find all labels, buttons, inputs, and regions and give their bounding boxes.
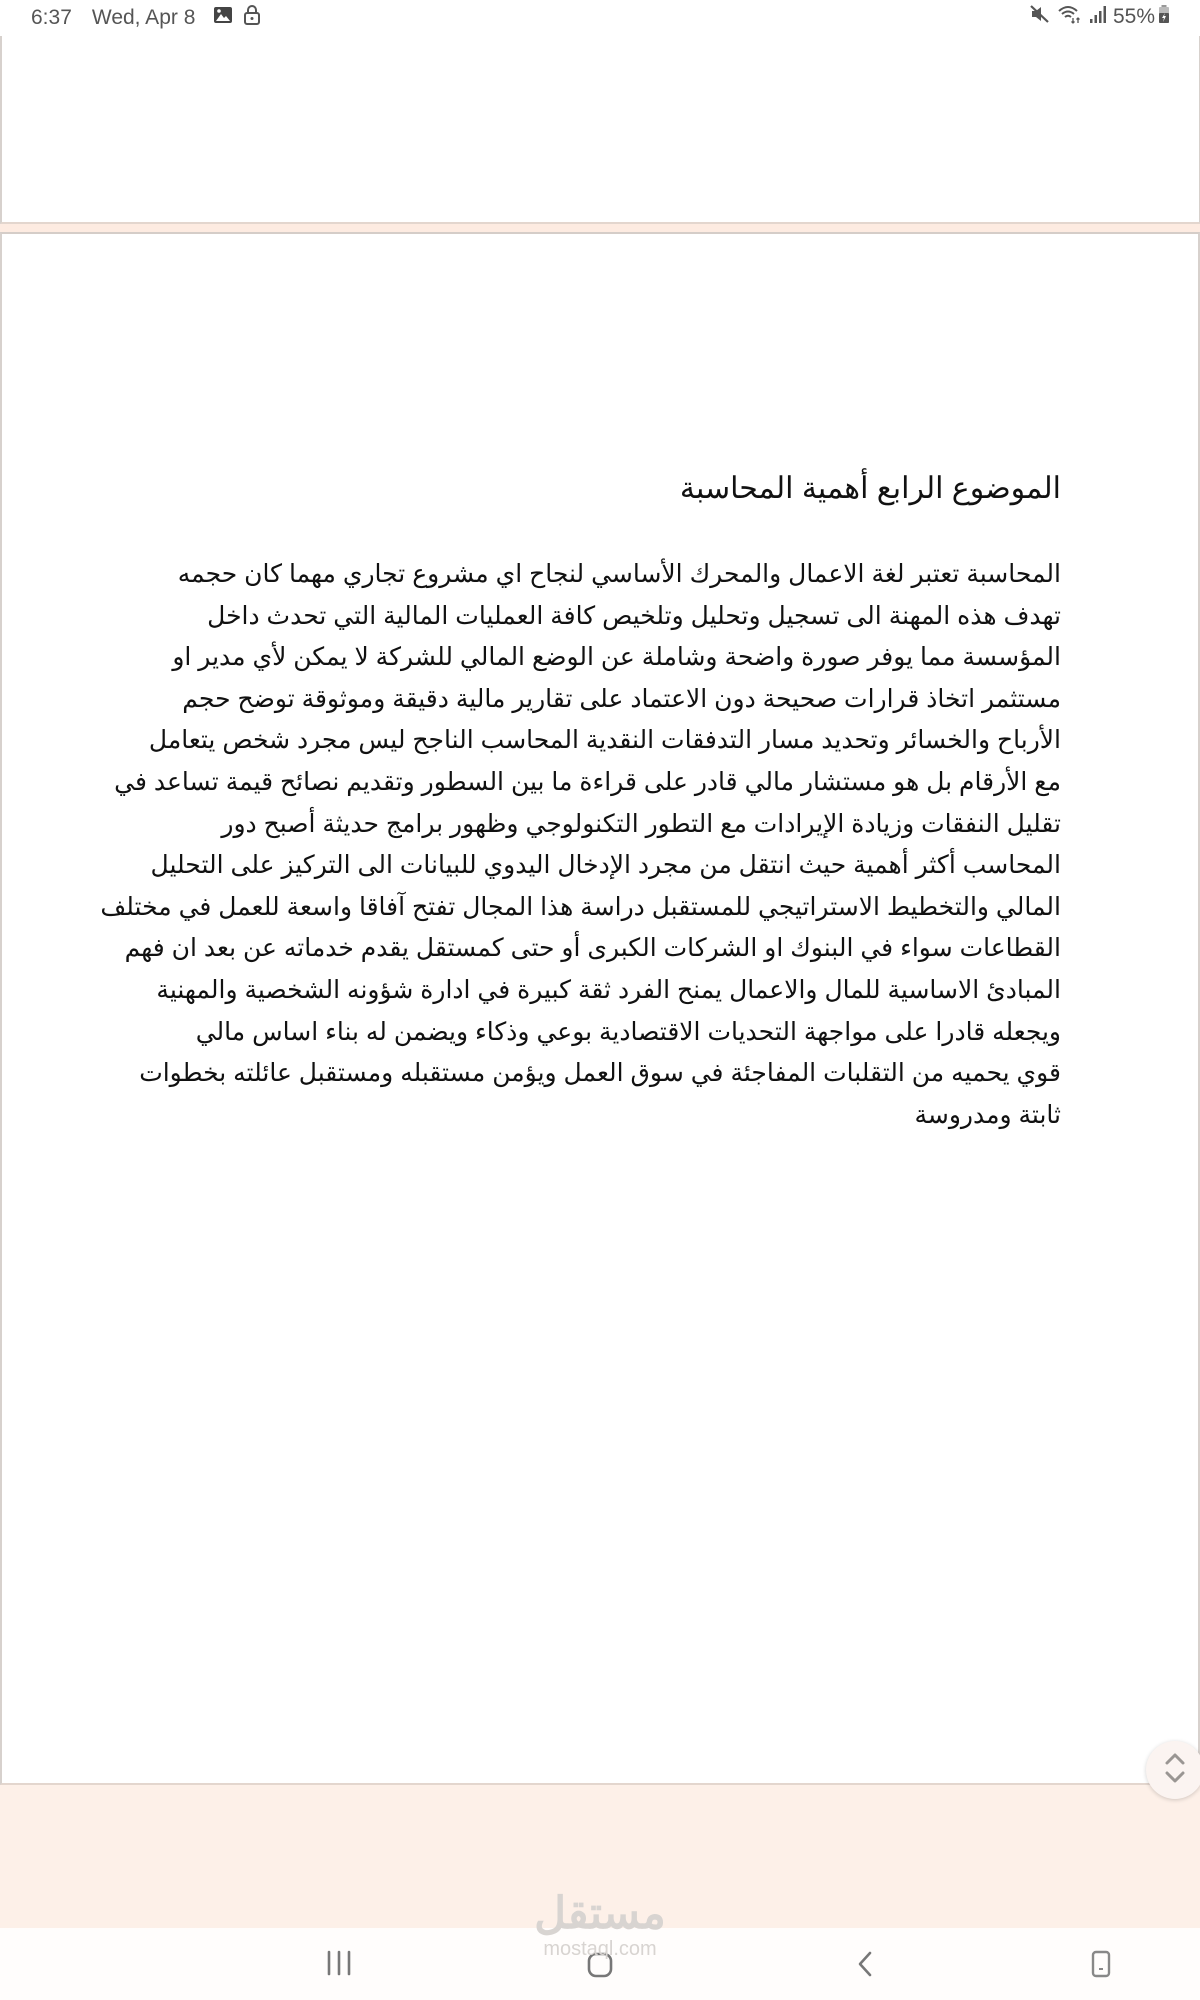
watermark <box>500 1890 700 1960</box>
watermark-domain: mostaql.com <box>543 1938 657 1960</box>
body-line: مستثمر اتخاذ قرارات صحيحة دون الاعتماد على تقارير مالية دقيقة وموثوقة توضح حجم <box>182 684 1061 713</box>
body-line: ويجعله قادرا على مواجهة التحديات الاقتصادية بوعي وذكاء ويضمن له بناء اساس مالي <box>195 1017 1061 1046</box>
lock-icon <box>243 4 261 32</box>
status-bar-left <box>31 4 271 32</box>
phone-rotate-icon <box>1090 1950 1112 1983</box>
battery-percent: 55% <box>1112 5 1155 28</box>
back-button[interactable] <box>855 1950 875 1983</box>
mute-icon <box>1029 4 1051 30</box>
body-line: قوي يحميه من التقلبات المفاجئة في سوق العمل ويؤمن مستقبله ومستقبل عائلته بخطوات <box>139 1059 1061 1088</box>
wifi-icon <box>1057 4 1083 30</box>
body-line: تهدف هذه المهنة الى تسجيل وتحليل وتلخيص كافة العمليات المالية التي تحدث داخل <box>207 601 1061 630</box>
image-icon <box>213 5 233 31</box>
battery-charging-icon <box>1158 4 1170 30</box>
watermark-logo-arabic: مستقل <box>534 1889 666 1938</box>
status-bar <box>0 0 1200 36</box>
recent-apps-button[interactable] <box>325 1950 353 1981</box>
body-line: ثابتة ومدروسة <box>914 1100 1061 1129</box>
status-date: Wed, Apr 8 <box>91 6 196 29</box>
body-line: تقليل النفقات وزيادة الإيرادات مع التطور التكنولوجي وظهور برامج حديثة أصبح دور <box>221 809 1061 838</box>
body-line: القطاعات سواء في البنوك او الشركات الكبرى أو حتى كمستقل يقدم خدماته عن بعد ان فهم <box>124 934 1061 963</box>
body-line: المؤسسة مما يوفر صورة واضحة وشاملة عن الوضع المالي للشركة لا يمكن لأي مدير او <box>172 643 1061 672</box>
scroll-button[interactable] <box>1146 1741 1200 1799</box>
status-bar-right <box>1029 4 1176 30</box>
signal-icon <box>1089 4 1107 30</box>
body-line: الأرباح والخسائر وتحديد مسار التدفقات النقدية المحاسب الناجح ليس مجرد شخص يتعامل <box>148 726 1061 755</box>
back-icon <box>855 1950 875 1983</box>
body-line: المبادئ الاساسية للمال والاعمال يمنح الفرد ثقة كبيرة في ادارة شؤونه الشخصية والمهنية <box>156 975 1061 1004</box>
body-line: المالي والتخطيط الاستراتيجي للمستقبل دراسة هذا المجال تفتح آفاقا واسعة للعمل في مختلف <box>100 892 1061 921</box>
recent-apps-icon <box>325 1950 353 1981</box>
scroll-up-down-icon <box>1163 1751 1187 1790</box>
body-line: مع الأرقام بل هو مستشار مالي قادر على قراءة ما بين السطور وتقديم نصائح قيمة تساعد في <box>114 767 1061 796</box>
body-line: المحاسبة تعتبر لغة الاعمال والمحرك الأساسي لنجاح اي مشروع تجاري مهما كان حجمه <box>177 560 1061 588</box>
rotate-button[interactable] <box>1090 1950 1112 1983</box>
status-time: 6:37 <box>31 6 72 29</box>
body-line: المحاسب أكثر أهمية حيث انتقل من مجرد الإدخال اليدوي للبيانات الى التركيز على التحليل <box>150 851 1061 880</box>
document-heading: الموضوع الرابع أهمية المحاسبة <box>679 472 1061 505</box>
document-body <box>100 554 1061 1136</box>
document-page <box>0 232 1200 1785</box>
page-separator <box>0 224 1200 232</box>
document-page-previous <box>0 36 1200 224</box>
